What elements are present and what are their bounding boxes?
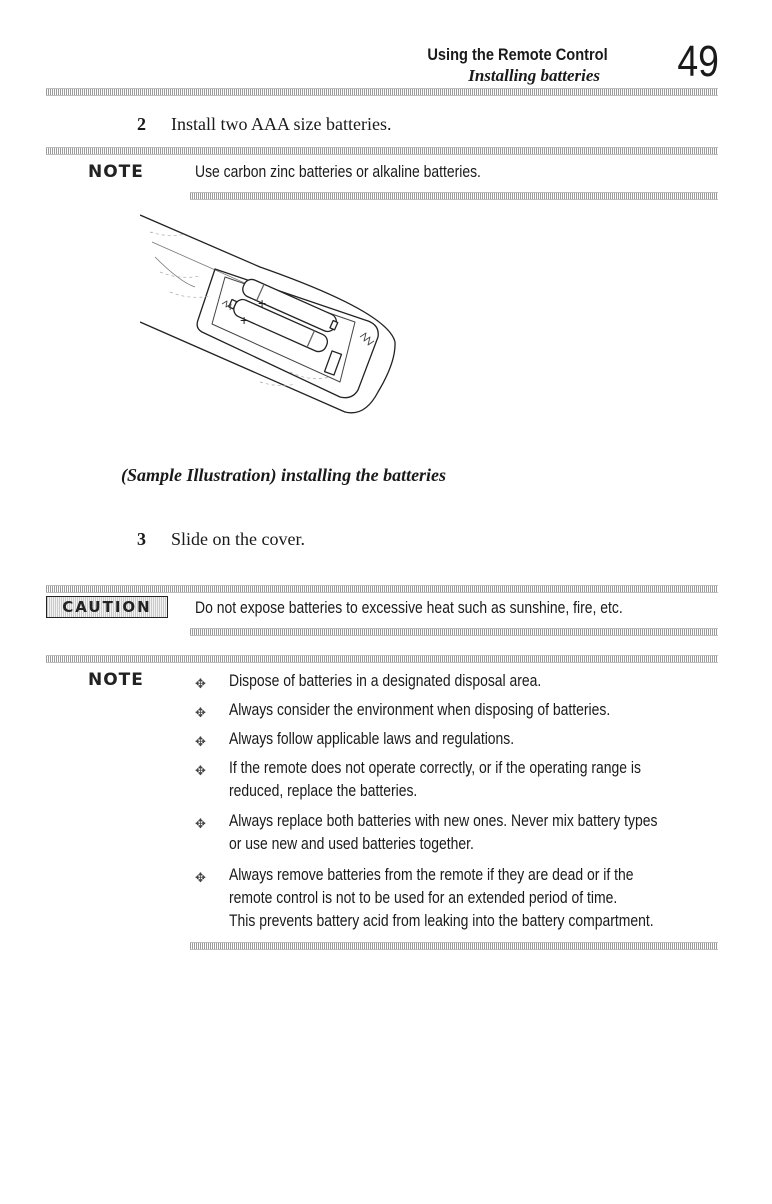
bullet-text: This prevents battery acid from leaking into the battery compartment. xyxy=(229,911,654,930)
bullet-text: Dispose of batteries in a designated disposal area. xyxy=(229,671,542,690)
section-title: Using the Remote Control xyxy=(427,45,608,64)
step-2-text: Install two AAA size batteries. xyxy=(171,114,392,134)
plus-sign: + xyxy=(240,312,249,328)
bullet-text: or use new and used batteries together. xyxy=(229,834,474,853)
four-diamond-bullet-icon: ✥ xyxy=(195,763,206,778)
bullet-text: Always consider the environment when disposing of batteries. xyxy=(229,700,611,719)
note-top-rule xyxy=(46,147,718,155)
plus-sign: + xyxy=(258,295,267,311)
four-diamond-bullet-icon: ✥ xyxy=(195,816,206,831)
caution-top-rule xyxy=(46,585,718,593)
caution-badge xyxy=(46,596,168,618)
note-bottom-rule xyxy=(190,942,718,950)
caution-text: Do not expose batteries to excessive heat such as sunshine, fire, etc. xyxy=(195,598,623,617)
caution-bottom-rule xyxy=(190,628,718,636)
note-top-rule xyxy=(46,655,718,663)
bullet-text: Always remove batteries from the remote if they are dead or if the xyxy=(229,865,634,884)
four-diamond-bullet-icon: ✥ xyxy=(195,870,206,885)
note-label: NOTE xyxy=(88,670,144,690)
figure-caption: (Sample Illustration) installing the batteries xyxy=(121,465,447,485)
step-2-number: 2 xyxy=(137,114,146,134)
step-3-text: Slide on the cover. xyxy=(171,529,305,549)
bullet-text: If the remote does not operate correctly, or if the operating range is xyxy=(229,758,641,777)
note-text: Use carbon zinc batteries or alkaline batteries. xyxy=(195,162,481,181)
bullet-text: Always follow applicable laws and regulations. xyxy=(229,729,515,748)
caution-label: CAUTION xyxy=(62,598,152,616)
remote-battery-illustration xyxy=(140,212,410,427)
four-diamond-bullet-icon: ✥ xyxy=(195,705,206,720)
bullet-text: reduced, replace the batteries. xyxy=(229,781,418,800)
subsection-title: Installing batteries xyxy=(468,66,600,85)
page-number: 49 xyxy=(677,37,719,86)
note-label: NOTE xyxy=(88,162,144,182)
four-diamond-bullet-icon: ✥ xyxy=(195,676,206,691)
note-bottom-rule xyxy=(190,192,718,200)
step-3-number: 3 xyxy=(137,529,146,549)
bullet-text: Always replace both batteries with new ones. Never mix battery types xyxy=(229,811,658,830)
header-rule xyxy=(46,88,718,96)
bullet-text: remote control is not to be used for an extended period of time. xyxy=(229,888,618,907)
four-diamond-bullet-icon: ✥ xyxy=(195,734,206,749)
